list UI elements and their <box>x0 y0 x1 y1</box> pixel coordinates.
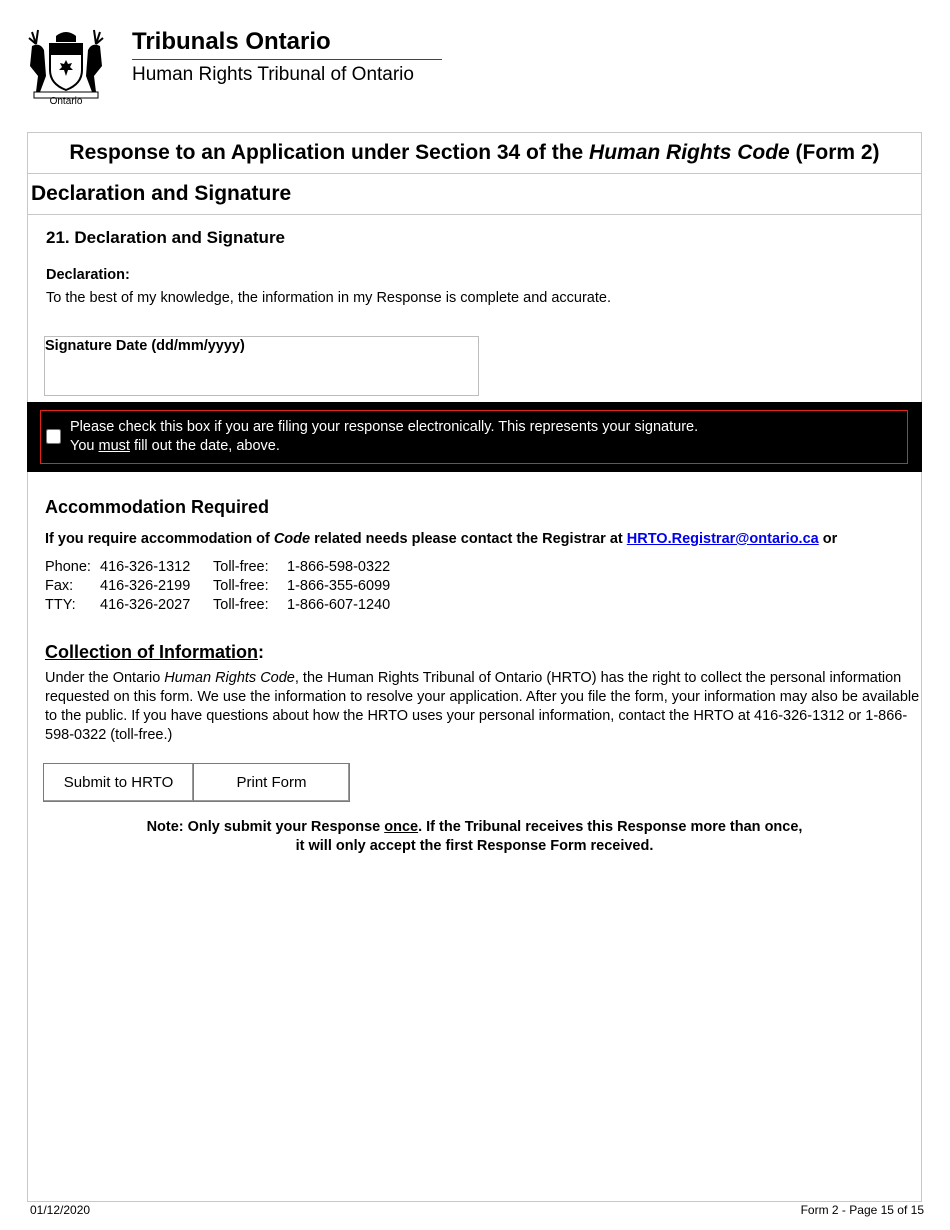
acc-text-suffix: or <box>818 531 838 547</box>
collection-title-colon: : <box>258 642 264 662</box>
declaration-text: To the best of my knowledge, the information in my Response is complete and accurate. <box>46 290 611 306</box>
acc-text-middle: related needs please contact the Registrar at <box>310 531 627 547</box>
electronic-filing-line2 <box>70 437 698 456</box>
tollfree-label: Toll-free: <box>213 597 269 613</box>
tollfree-label: Toll-free: <box>213 559 269 575</box>
form-title-italic: Human Rights Code <box>589 141 790 164</box>
acc-text-prefix: If you require accommodation of <box>45 531 274 547</box>
contact-number: 416-326-2027 <box>100 597 191 613</box>
org-subtitle: Human Rights Tribunal of Ontario <box>132 64 414 85</box>
footer-page-info: Form 2 - Page 15 of 15 <box>800 1203 924 1217</box>
logo-caption: Ontario <box>49 96 83 107</box>
tollfree-number: 1-866-355-6099 <box>287 578 391 594</box>
line2-suffix: fill out the date, above. <box>129 438 280 454</box>
tollfree-label: Toll-free: <box>213 578 269 594</box>
footer-date: 01/12/2020 <box>30 1203 91 1217</box>
contact-table <box>45 559 390 616</box>
question-title: 21. Declaration and Signature <box>46 228 286 247</box>
line2-underlined: must <box>98 438 130 454</box>
submit-to-hrto-button[interactable]: Submit to HRTO <box>43 763 194 802</box>
note-line1-underlined: once <box>384 819 419 835</box>
electronic-filing-text <box>70 418 698 456</box>
note-line2: it will only accept the first Response Form received. <box>295 838 654 854</box>
note-line1-suffix: . If the Tribunal receives this Response more than once, <box>418 819 803 835</box>
accommodation-text <box>45 531 837 547</box>
registrar-email-link[interactable]: HRTO.Registrar@ontario.ca <box>626 531 819 547</box>
coat-of-arms-icon <box>26 26 106 100</box>
declaration-label: Declaration: <box>46 267 130 283</box>
form-title-suffix: (Form 2) <box>789 141 880 164</box>
tollfree-number: 1-866-607-1240 <box>287 597 391 613</box>
contact-row-phone <box>45 559 390 578</box>
acc-text-italic: Code <box>273 531 311 547</box>
print-form-button[interactable]: Print Form <box>193 763 350 802</box>
tollfree-number: 1-866-598-0322 <box>287 559 391 575</box>
submission-note <box>28 818 921 856</box>
header-divider <box>132 59 442 60</box>
signature-date-label: Signature Date (dd/mm/yyyy) <box>45 338 245 354</box>
electronic-filing-line1: Please check this box if you are filing your response electronically. This represents your signature. <box>70 419 699 435</box>
accommodation-title: Accommodation Required <box>45 497 270 517</box>
note-line1-prefix: Note: Only submit your Response <box>146 819 385 835</box>
collection-text-italic: Human Rights Code <box>164 670 295 686</box>
section-title: Declaration and Signature <box>28 174 921 215</box>
contact-label: TTY: <box>45 597 76 613</box>
contact-label: Phone: <box>45 559 91 575</box>
org-title: Tribunals Ontario <box>132 28 331 55</box>
collection-text-prefix: Under the Ontario <box>45 670 165 686</box>
line2-prefix: You <box>70 438 99 454</box>
form-title <box>28 133 921 174</box>
contact-row-tty <box>45 597 390 616</box>
contact-number: 416-326-1312 <box>100 559 191 575</box>
collection-text-body: , the Human Rights Tribunal of Ontario (HRTO) has the right to collect the personal information requested on this form. We use the information to resolve your application. After you file the form, your information may also be available to the public. If you have questions about how the HRTO uses your personal information, contact the HRTO at 416-326-1312 or 1-866-598-0322 (toll-free.) <box>45 670 920 743</box>
contact-label: Fax: <box>45 578 74 594</box>
note-line1 <box>28 818 921 837</box>
signature-date-input[interactable] <box>50 360 474 392</box>
collection-text <box>45 669 925 745</box>
electronic-filing-checkbox[interactable] <box>46 429 61 444</box>
collection-title-text: Collection of Information <box>45 642 258 662</box>
contact-row-fax <box>45 578 390 597</box>
contact-number: 416-326-2199 <box>100 578 191 594</box>
collection-title <box>45 642 264 663</box>
form-title-prefix: Response to an Application under Section 34 of the <box>69 141 590 164</box>
